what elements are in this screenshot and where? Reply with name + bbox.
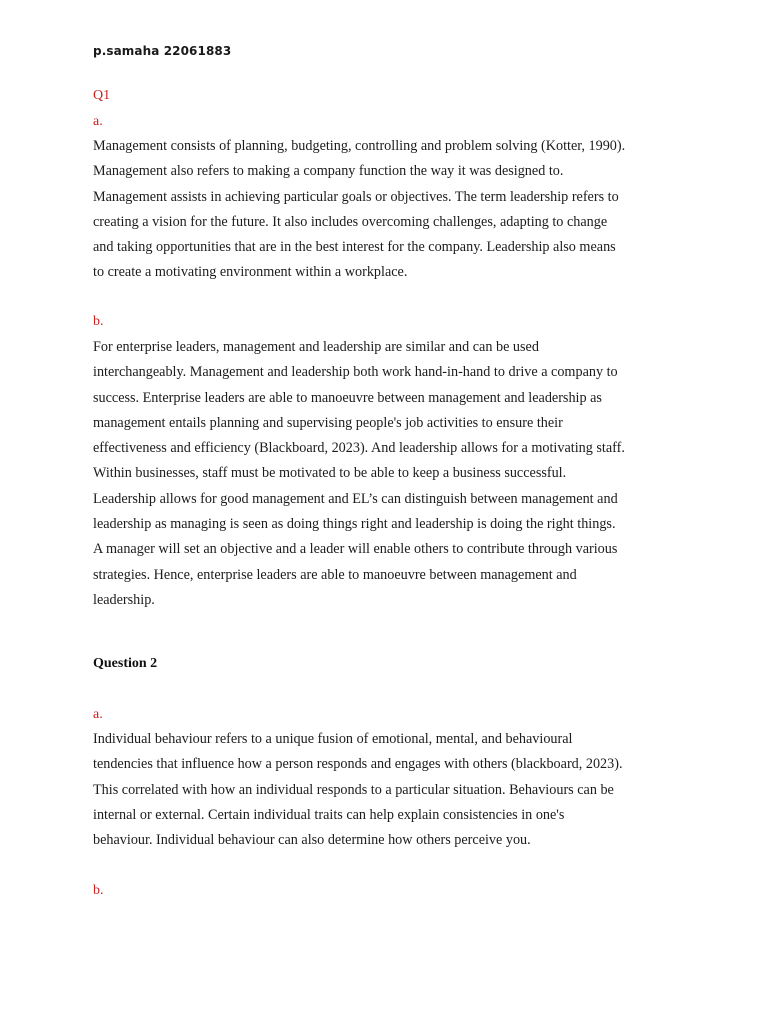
paragraph-line: effectiveness and efficiency (Blackboard, 2023). And leadership allows for a motivating staff. — [93, 440, 625, 457]
paragraph-line: leadership. — [93, 591, 155, 608]
q1-title: Q1 — [93, 88, 111, 103]
paragraph-line: success. Enterprise leaders are able to manoeuvre between management and leadership as — [93, 389, 602, 406]
paragraph-line: Management assists in achieving particular goals or objectives. The term leadership refers to — [93, 188, 619, 205]
q1-b-label: b. — [93, 314, 104, 329]
paragraph-line: Individual behaviour refers to a unique fusion of emotional, mental, and behavioural — [93, 731, 573, 747]
q2-a-label: a. — [93, 707, 103, 722]
paragraph-line: Within businesses, staff must be motivated to be able to keep a business successful. — [93, 465, 567, 482]
q2-b-label: b. — [93, 883, 104, 898]
paragraph-line: A manager will set an objective and a leader will enable others to contribute through various — [93, 541, 618, 558]
paragraph-line: interchangeably. Management and leadership both work hand-in-hand to drive a company to — [93, 364, 618, 381]
author-line: p.samaha 22061883 — [93, 44, 232, 58]
paragraph-line: For enterprise leaders, management and leadership are similar and can be used — [93, 339, 539, 355]
paragraph-line: internal or external. Certain individual traits can help explain consistencies in one's — [93, 806, 565, 823]
paragraph-line: This correlated with how an individual responds to a particular situation. Behaviours can be — [93, 781, 614, 798]
paragraph-line: Management consists of planning, budgeting, controlling and problem solving (Kotter, 1990). — [93, 138, 626, 154]
paragraph-line: Management also refers to making a company function the way it was designed to. — [93, 163, 564, 180]
paragraph-line: management entails planning and supervising people's job activities to ensure their — [93, 414, 563, 431]
paragraph-line: leadership as managing is seen as doing things right and leadership is doing the right things. — [93, 516, 616, 533]
paragraph-line: and taking opportunities that are in the best interest for the company. Leadership also means — [93, 239, 616, 256]
q2-a-paragraph — [93, 727, 693, 853]
q2-heading: Question 2 — [93, 656, 158, 671]
paragraph-line: creating a vision for the future. It also includes overcoming challenges, adapting to change — [93, 213, 608, 230]
q1-a-paragraph — [93, 134, 693, 286]
paragraph-line: strategies. Hence, enterprise leaders are able to manoeuvre between management and — [93, 566, 577, 583]
paragraph-line: Leadership allows for good management and EL’s can distinguish between management and — [93, 490, 618, 507]
paragraph-line: to create a motivating environment within a workplace. — [93, 264, 408, 281]
paragraph-line: tendencies that influence how a person responds and engages with others (blackboard, 2023). — [93, 756, 623, 773]
q1-a-label: a. — [93, 114, 103, 129]
paragraph-line: behaviour. Individual behaviour can also determine how others perceive you. — [93, 832, 531, 849]
q1-b-paragraph — [93, 335, 693, 613]
